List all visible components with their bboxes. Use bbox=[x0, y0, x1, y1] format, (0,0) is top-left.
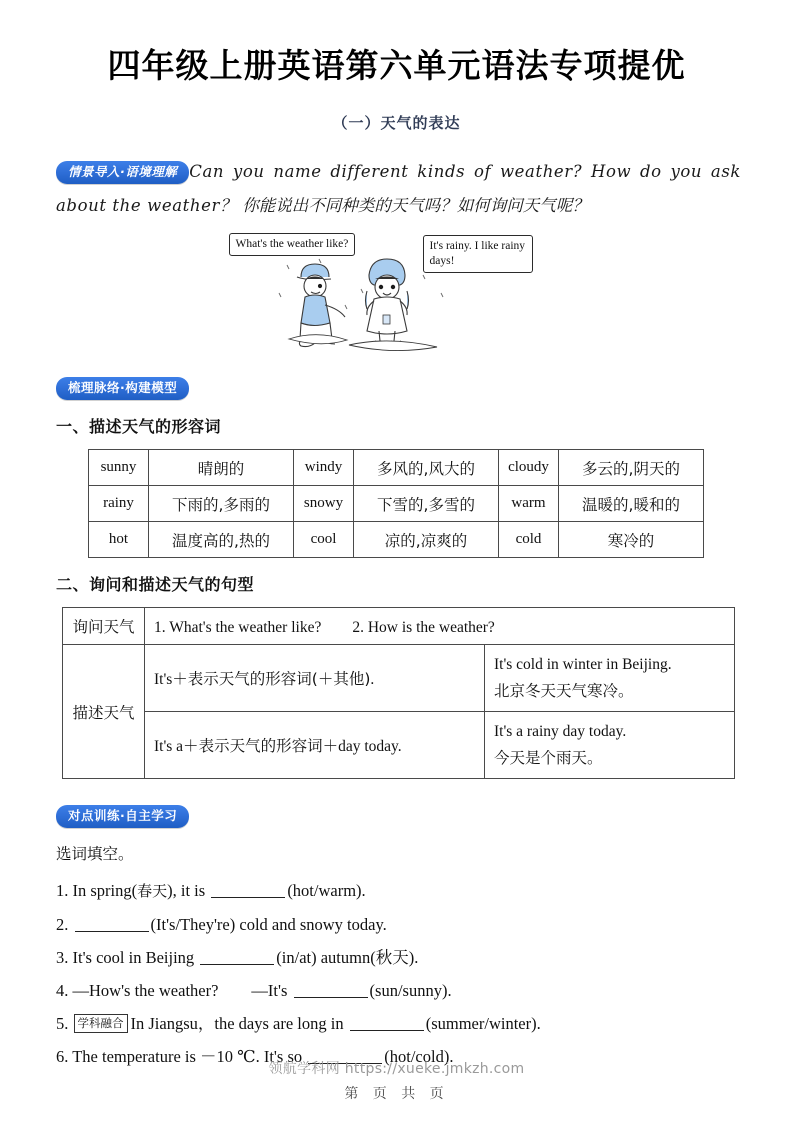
vocab-meaning: 凉的,凉爽的 bbox=[354, 522, 499, 558]
list-item bbox=[56, 908, 793, 941]
speech-bubble-question: What's the weather like? bbox=[229, 233, 356, 256]
question-mid: ), it is bbox=[167, 881, 206, 900]
formula-post: ＋day today. bbox=[322, 738, 402, 755]
vocab-word: cool bbox=[294, 522, 354, 558]
vocab-meaning: 温暖的,暖和的 bbox=[559, 486, 704, 522]
vocab-word: snowy bbox=[294, 486, 354, 522]
question-post: (in/at) autumn(秋天). bbox=[276, 948, 419, 967]
badge-build-model: 梳理脉络·构建模型 bbox=[56, 377, 189, 400]
question-number: 3. bbox=[56, 948, 69, 967]
vocab-meaning: 多风的,风大的 bbox=[354, 450, 499, 486]
watermark-text: 领航学科网 https://xueke.jmkzh.com bbox=[268, 1061, 525, 1077]
children-in-rain-icon bbox=[227, 231, 567, 351]
vocab-word: hot bbox=[89, 522, 149, 558]
badge-targeted-practice: 对点训练·自主学习 bbox=[56, 805, 189, 828]
list-item bbox=[56, 974, 793, 1007]
vocab-meaning: 下雪的,多雪的 bbox=[354, 486, 499, 522]
vocab-meaning: 下雨的,多雨的 bbox=[149, 486, 294, 522]
page-number-text: 第 页 共 页 bbox=[344, 1086, 449, 1102]
page-footer bbox=[0, 1058, 793, 1103]
vocab-meaning: 多云的,阴天的 bbox=[559, 450, 704, 486]
question-post: (hot/warm). bbox=[287, 881, 366, 900]
table-row bbox=[63, 608, 735, 645]
example-chinese: 北京冬天天气寒冷。 bbox=[494, 682, 634, 700]
question-cn-gloss: 春天 bbox=[137, 882, 168, 900]
heading-weather-adjectives: 一、描述天气的形容词 bbox=[56, 417, 222, 436]
example-english: It's cold in winter in Beijing. bbox=[494, 656, 672, 673]
table-row bbox=[63, 712, 735, 779]
table-row bbox=[89, 522, 704, 558]
intro-block bbox=[56, 155, 741, 223]
formula-pre: It's a＋ bbox=[154, 738, 199, 755]
pattern-row-label-describe: 描述天气 bbox=[63, 645, 145, 779]
pattern-example bbox=[485, 712, 735, 779]
sentence-pattern-table bbox=[62, 607, 735, 779]
question-post: (summer/winter). bbox=[425, 1014, 541, 1033]
badge-situational-intro: 情景导入·语境理解 bbox=[56, 161, 189, 184]
model-badge-row bbox=[56, 377, 793, 400]
formula-pre: It's＋ bbox=[154, 671, 188, 688]
exercise-instruction: 选词填空。 bbox=[56, 845, 134, 863]
question-number: 1. bbox=[56, 881, 69, 900]
answer-blank[interactable] bbox=[294, 982, 368, 998]
question-number: 5. bbox=[56, 1014, 69, 1033]
formula-cn: 表示天气的形容词(＋其他) bbox=[187, 670, 371, 688]
question-post: (hot/cold). bbox=[384, 1047, 454, 1066]
vocab-word: cloudy bbox=[499, 450, 559, 486]
pattern-formula bbox=[145, 645, 485, 712]
page-title: 四年级上册英语第六单元语法专项提优 bbox=[107, 46, 686, 85]
vocab-word: rainy bbox=[89, 486, 149, 522]
weather-dialogue-illustration bbox=[227, 231, 567, 351]
question-number: 2. bbox=[56, 915, 69, 934]
formula-cn: 表示天气的形容词 bbox=[198, 737, 323, 755]
list-item bbox=[56, 874, 793, 908]
question-pre: —How's the weather? —It's bbox=[72, 981, 288, 1000]
vocab-table-body bbox=[89, 450, 704, 558]
exercise-question-list bbox=[56, 874, 793, 1073]
list-item bbox=[56, 1007, 793, 1040]
question-pre: It's cool in Beijing bbox=[72, 948, 195, 967]
vocab-word: warm bbox=[499, 486, 559, 522]
table-row bbox=[63, 645, 735, 712]
answer-blank[interactable] bbox=[211, 882, 285, 898]
answer-blank[interactable] bbox=[350, 1015, 424, 1031]
list-item bbox=[56, 941, 793, 974]
vocab-word: sunny bbox=[89, 450, 149, 486]
page-subtitle: （一）天气的表达 bbox=[332, 114, 461, 132]
question-pre: In Jiangsu，the days are long in bbox=[130, 1014, 344, 1033]
pattern-table-body bbox=[63, 608, 735, 779]
table-row bbox=[89, 450, 704, 486]
example-english: It's a rainy day today. bbox=[494, 723, 627, 740]
speech-bubble-answer: It's rainy. I like rainy days! bbox=[423, 235, 533, 273]
question-number: 4. bbox=[56, 981, 69, 1000]
question-number: 6. bbox=[56, 1047, 69, 1066]
pattern-formula bbox=[145, 712, 485, 779]
subject-integration-tag: 学科融合 bbox=[74, 1014, 128, 1033]
table-row bbox=[89, 486, 704, 522]
vocab-meaning: 寒冷的 bbox=[559, 522, 704, 558]
pattern-ask-content: 1. What's the weather like? 2. How is the weather? bbox=[145, 608, 735, 645]
question-post: (It's/They're) cold and snowy today. bbox=[150, 915, 387, 934]
vocab-meaning: 温度高的,热的 bbox=[149, 522, 294, 558]
intro-english-text: Can you name different kinds of weather? How do you ask about the weather？ bbox=[56, 162, 741, 215]
exercise-badge-row bbox=[56, 805, 793, 828]
formula-post: . bbox=[370, 671, 375, 688]
pattern-example bbox=[485, 645, 735, 712]
vocab-meaning: 晴朗的 bbox=[149, 450, 294, 486]
answer-blank[interactable] bbox=[75, 916, 149, 932]
heading-weather-sentence-patterns: 二、询问和描述天气的句型 bbox=[56, 575, 255, 594]
question-post: (sun/sunny). bbox=[369, 981, 452, 1000]
question-pre: In spring( bbox=[72, 881, 138, 900]
answer-blank[interactable] bbox=[200, 949, 274, 965]
intro-chinese-text: 你能说出不同种类的天气吗？如何询问天气呢？ bbox=[242, 196, 589, 215]
question-pre: The temperature is －10 ℃. It's so bbox=[72, 1047, 303, 1066]
vocab-word: windy bbox=[294, 450, 354, 486]
example-chinese: 今天是个雨天。 bbox=[494, 749, 603, 767]
weather-adjectives-table bbox=[88, 449, 704, 558]
pattern-row-label-ask: 询问天气 bbox=[63, 608, 145, 645]
vocab-word: cold bbox=[499, 522, 559, 558]
